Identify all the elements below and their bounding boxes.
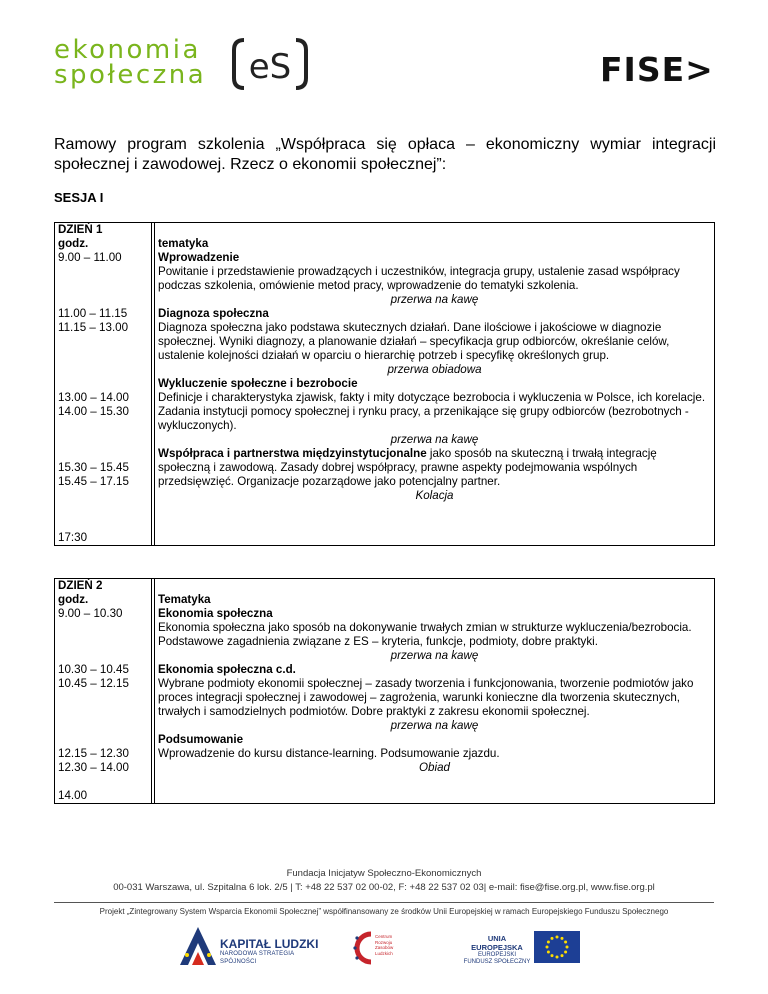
- schedule-time: 11.00 – 11.15: [58, 307, 128, 320]
- eu-sub1: EUROPEJSKI: [477, 952, 516, 958]
- day2-col-time: godz.: [58, 593, 89, 606]
- schedule-time: 12.30 – 14.00: [58, 761, 129, 774]
- session-title: Ekonomia społeczna c.d.: [158, 663, 296, 676]
- crzl-text: [375, 934, 393, 956]
- kapital-ludzki-emblem-icon: [178, 925, 218, 967]
- schedule-time: 14.00: [58, 789, 88, 802]
- session-title: Współpraca i partnerstwa międzyinstytucjonalne: [158, 447, 427, 460]
- kapital-ludzki-title: KAPITAŁ LUDZKI: [220, 937, 319, 951]
- fise-logo-text: FISE: [600, 50, 686, 89]
- session-description: Wprowadzenie do kursu distance-learning. Podsumowanie zjazdu.: [158, 747, 500, 760]
- lunch-label: Obiad: [419, 761, 450, 774]
- day1-topic-column: [155, 223, 715, 546]
- schedule-time: 10.45 – 12.15: [58, 677, 129, 690]
- break-label: przerwa na kawę: [390, 433, 479, 446]
- day1-table: [54, 222, 715, 546]
- break-label: przerwa obiadowa: [387, 363, 482, 376]
- eu-title: UNIA EUROPEJSKA: [471, 934, 523, 952]
- session-heading: SESJA I: [54, 190, 104, 205]
- day1-col-topic: tematyka: [158, 237, 209, 250]
- crzl-line: Ludzkich: [375, 950, 393, 956]
- session-description: Diagnoza społeczna jako podstawa skutecznych działań. Dane ilościowe i jakościowe w diagnozie społecznej. Wyniki diagnozy, a planowanie działań – specyfikacja grup odbiorców, określanie celów, ustalenie kolejności działań w oparciu o hierarchię potrzeb i specyfikę określonych grup.: [158, 321, 670, 362]
- session-description: Wybrane podmioty ekonomii społecznej – zasady tworzenia i funkcjonowania, tworzenie podmiotów jako proces integracji społecznej i zawodowej – zagrożenia, warunki konieczne dla tworzenia skutecznych, trwałych i samodzielnych podmiotów. Dobre praktyki z zakresu ekonomii społecznej.: [158, 677, 694, 718]
- session-description: Powitanie i przedstawienie prowadzących i uczestników, integracja grupy, ustalenie zasad współpracy podczas szkolenia, omówienie metod pracy, wprowadzenie do tematyki szkolenia.: [158, 265, 680, 292]
- session-title: Podsumowanie: [158, 733, 244, 746]
- page-title: Ramowy program szkolenia „Współpraca się opłaca – ekonomiczny wymiar integracji społecznej i zawodowej. Rzecz o ekonomii społecznej”:: [54, 136, 716, 173]
- dinner-label: Kolacja: [415, 489, 454, 502]
- day1-col-time: godz.: [58, 237, 89, 250]
- eu-text: [462, 934, 532, 966]
- schedule-time: 12.15 – 12.30: [58, 747, 129, 760]
- logo-es-line2: społeczna: [54, 60, 207, 90]
- crzl-logo: [353, 930, 433, 966]
- fise-logo: [600, 50, 714, 89]
- kapital-ludzki-text: [220, 938, 328, 966]
- logo-es-mark-text: eS: [248, 47, 292, 87]
- footer-project-note: Projekt „Zintegrowany System Wsparcia Ekonomii Społecznej” współfinansowany ze środków Unii Europejskiej w ramach Europejskiego Funduszu Społecznego: [99, 907, 669, 916]
- eu-sub2: FUNDUSZ SPOŁECZNY: [463, 959, 531, 965]
- crzl-line: Centrum: [375, 934, 393, 939]
- session-description: Ekonomia społeczna jako sposób na dokonywanie trwałych zmian w strukturze wykluczenia/bezrobocia. Podstawowe zagadnienia związane z ES – kryteria, funkcje, podmioty, dobre praktyki.: [158, 621, 692, 648]
- kapital-ludzki-logo: [178, 925, 328, 967]
- session-title: Ekonomia społeczna: [158, 607, 273, 620]
- logo-es-mark: [230, 36, 310, 92]
- eu-flag-icon: [534, 931, 580, 963]
- session-description: [158, 447, 711, 489]
- day2-time-column: [55, 579, 152, 804]
- schedule-time: 15.30 – 15.45: [58, 461, 129, 474]
- session-description: Definicje i charakterystyka zjawisk, fakty i mity dotyczące bezrobocia i wykluczenia w Polsce, ich korelacje. Zadania instytucji pomocy społecznej i rynku pracy, a przenikające się grupy odbiorców (bezrobotnych - wykluczonych).: [158, 391, 706, 432]
- footer-organization: Fundacja Inicjatyw Społeczno-Ekonomicznych: [286, 868, 482, 879]
- ekonomia-spoleczna-logo: [54, 36, 314, 98]
- day2-table: [54, 578, 715, 804]
- session-title: Diagnoza społeczna: [158, 307, 269, 320]
- session-description-text: jako sposób na skuteczną i trwałą integrację społeczną i zawodową. Zasady dobrej współpracy, prawne aspekty podejmowania wspólnych przedsięwzięć. Organizacje pozarządowe jako potencjalny partner.: [158, 447, 657, 488]
- logo-es-words: [54, 35, 207, 90]
- logo-es-line1: ekonomia: [54, 35, 201, 65]
- day2-col-topic: Tematyka: [158, 593, 211, 606]
- crzl-line: Rozwoju: [375, 939, 393, 945]
- schedule-time: 15.45 – 17.15: [58, 475, 129, 488]
- kapital-ludzki-subtitle: NARODOWA STRATEGIA SPÓJNOŚCI: [220, 951, 294, 965]
- schedule-time: 14.00 – 15.30: [58, 405, 129, 418]
- footer-divider: [54, 902, 714, 903]
- footer-address: 00-031 Warszawa, ul. Szpitalna 6 lok. 2/5 | T: +48 22 537 02 00-02, F: +48 22 537 02 03| e-mail: fise@fise.org.pl, www.fise.org.pl: [113, 882, 655, 893]
- break-label: przerwa na kawę: [390, 649, 479, 662]
- session-title: Wykluczenie społeczne i bezrobocie: [158, 377, 358, 390]
- schedule-time: 9.00 – 11.00: [58, 251, 122, 264]
- schedule-time: 11.15 – 13.00: [58, 321, 129, 334]
- schedule-time: 9.00 – 10.30: [58, 607, 123, 620]
- chevron-right-icon: >: [685, 50, 714, 89]
- crzl-emblem-icon: [353, 930, 375, 966]
- break-label: przerwa na kawę: [390, 293, 479, 306]
- day1-time-column: [55, 223, 152, 546]
- break-label: przerwa na kawę: [390, 719, 479, 732]
- schedule-time: 13.00 – 14.00: [58, 391, 129, 404]
- day1-heading: DZIEŃ 1: [58, 223, 103, 236]
- schedule-time: 10.30 – 10.45: [58, 663, 129, 676]
- schedule-time: 17:30: [58, 531, 88, 544]
- crzl-line: Zasobów: [375, 945, 394, 950]
- day2-heading: DZIEŃ 2: [58, 579, 103, 592]
- session-title: Wprowadzenie: [158, 251, 240, 264]
- day2-topic-column: [155, 579, 715, 804]
